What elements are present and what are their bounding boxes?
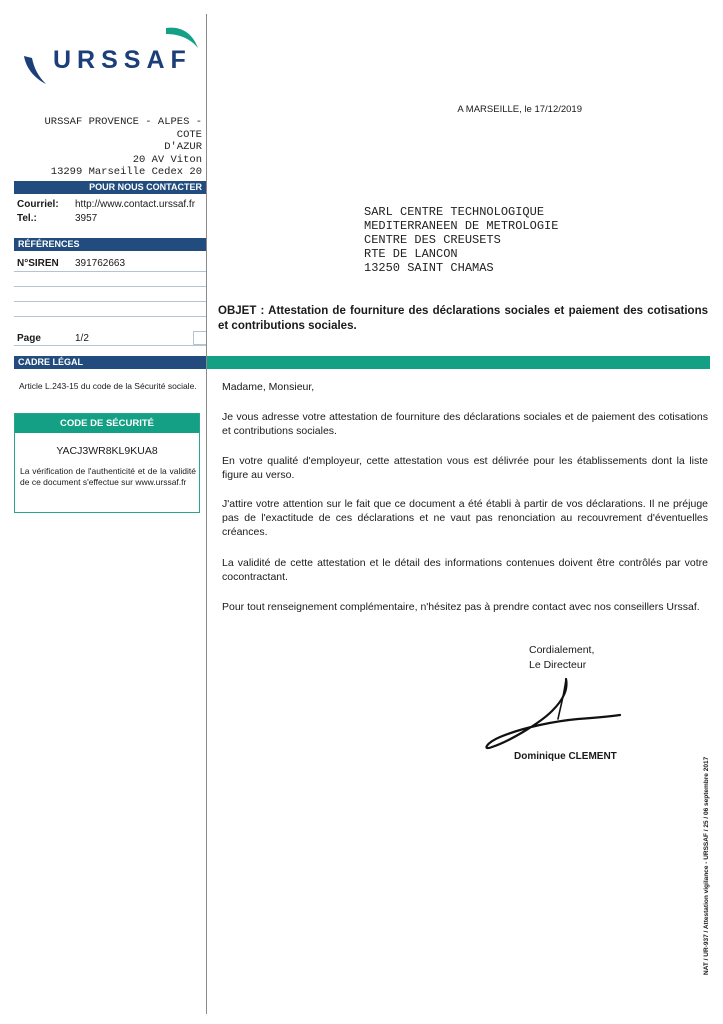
phone-value: 3957 [75, 213, 98, 224]
email-link[interactable]: http://www.contact.urssaf.fr [75, 199, 196, 210]
closing-line: Le Directeur [529, 659, 587, 671]
email-label: Courriel: [17, 199, 59, 210]
recipient-line: CENTRE DES CREUSETS [364, 233, 501, 247]
page-value: 1/2 [75, 333, 89, 344]
page-label: Page [17, 333, 41, 344]
issuer-line: 20 AV Viton [132, 153, 202, 166]
body-paragraph: Pour tout renseignement complémentaire, n'hésitez pas à prendre contact avec nos conseillers Urssaf. [222, 601, 700, 613]
issuer-line: D'AZUR [164, 141, 202, 153]
page-box [193, 331, 206, 345]
logo-text: URSSAF [53, 46, 192, 74]
legal-text: Article L.243-15 du code de la Sécurité sociale. [19, 381, 197, 391]
security-code: YACJ3WR8KL9KUA8 [56, 445, 158, 457]
body-paragraph: La validité de cette attestation et le détail des informations contenues doivent être contrôlés par votre cocontractant. [222, 557, 708, 583]
salutation: Madame, Monsieur, [222, 381, 315, 393]
divider [14, 271, 206, 272]
recipient-line: MEDITERRANEEN DE METROLOGIE [364, 219, 559, 233]
recipient-line: RTE DE LANCON [364, 247, 458, 261]
form-reference-vertical [703, 745, 713, 975]
issuer-address [14, 116, 202, 179]
divider [14, 286, 206, 287]
signer-name: Dominique CLEMENT [514, 751, 617, 762]
handwritten-signature [480, 675, 630, 755]
divider [14, 301, 206, 302]
body-paragraph: Je vous adresse votre attestation de fourniture des déclarations sociales et de paiement des cotisations et contributions sociales. [222, 411, 708, 437]
references-header: RÉFÉRENCES [14, 238, 206, 251]
recipient-line: 13250 SAINT CHAMAS [364, 261, 494, 275]
siren-label: N°SIREN [17, 258, 59, 269]
issuer-line: 13299 Marseille Cedex 20 [50, 166, 202, 178]
body-paragraph: En votre qualité d'employeur, cette attestation vous est délivrée pour les établissements dont la liste figure au verso. [222, 455, 708, 481]
column-separator [206, 14, 207, 1014]
letter-date: A MARSEILLE, le 17/12/2019 [457, 104, 582, 115]
contact-header: POUR NOUS CONTACTER [14, 181, 206, 194]
legal-header: CADRE LÉGAL [14, 356, 206, 369]
form-reference-text: NAT / UR-937 / Attestation vigilance - URSSAF / 25 / 06 septembre 2017 [703, 756, 710, 975]
recipient-address [364, 205, 558, 275]
green-divider-bar [207, 356, 710, 369]
divider [14, 316, 206, 317]
body-paragraph: J'attire votre attention sur le fait que ce document a été établi à partir de vos déclarations. Il ne préjuge pas de l'exactitude de ces déclarations et ne vaut pas renonciation au recouvrement d'éventuelles créances. [222, 498, 708, 538]
phone-label: Tel.: [17, 213, 37, 224]
siren-value: 391762663 [75, 258, 126, 269]
security-code-box [14, 413, 200, 513]
security-code-header: CODE DE SÉCURITÉ [15, 414, 199, 433]
recipient-line: SARL CENTRE TECHNOLOGIQUE [364, 205, 545, 219]
security-code-text: La vérification de l'authenticité et de la validité de ce document s'effectue sur www.urssaf.fr [20, 466, 196, 487]
issuer-line: URSSAF PROVENCE - ALPES - COTE [44, 116, 202, 141]
letter-subject: OBJET : Attestation de fourniture des déclarations sociales et paiement des cotisations et contributions sociales. [218, 305, 708, 332]
closing [529, 643, 594, 673]
closing-line: Cordialement, [529, 644, 595, 656]
urssaf-logo [20, 22, 210, 92]
divider [14, 345, 206, 346]
